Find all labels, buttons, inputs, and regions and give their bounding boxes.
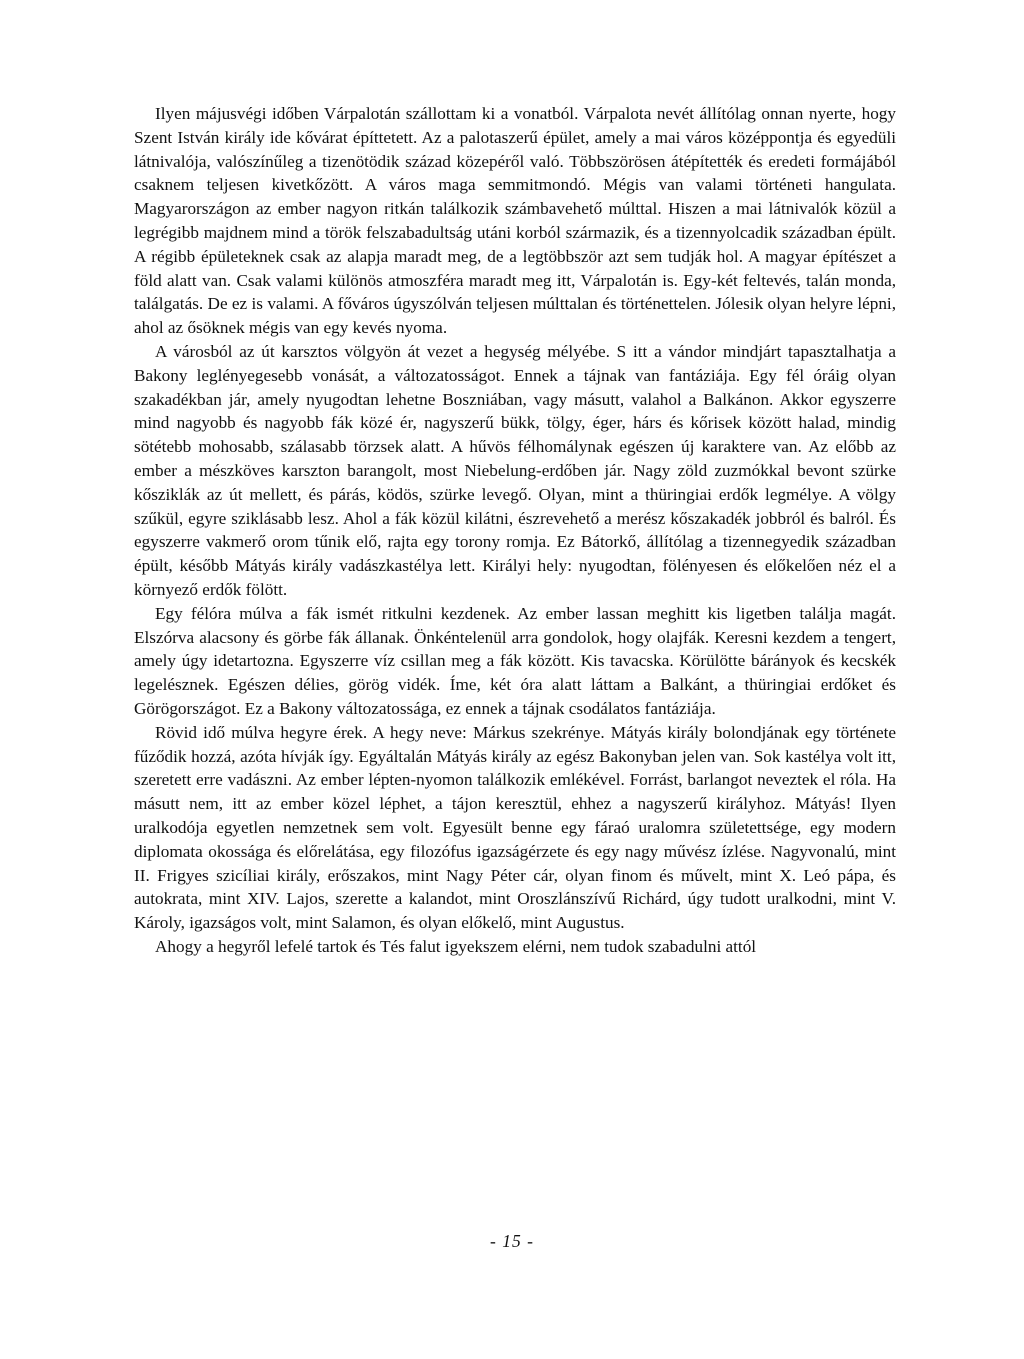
paragraph-3: Egy félóra múlva a fák ismét ritkulni kezdenek. Az ember lassan meghitt kis ligetben találja magát. Elszórva alacsony és görbe fák állanak. Önkéntelenül arra gondolok, hogy olajfák. Keresni kezdem a tengert, amely úgy idetartozna. Egyszerre víz csillan meg a fák között. Kis tavacska. Körülötte bárányok és kecskék legelésznek. Egészen délies, görög vidék. Íme, két óra alatt láttam a Balkánt, a thüringiai erdőket és Görögországot. Ez a Bakony változatossága, ez ennek a tájnak csodálatos fantáziája.: [134, 603, 896, 718]
paragraph-1: Ilyen májusvégi időben Várpalotán szállottam ki a vonatból. Várpalota nevét állítólag onnan nyerte, hogy Szent István király ide kővárat építtetett. Az a palotaszerű épület, amely a mai város középpontja és egyedüli látnivalója, valószínűleg a tizenötödik század közepéről való. Többszörösen átépítették és eredeti formájából csaknem teljesen kivetkőzött. A város maga semmitmondó. Mégis van valami történeti hangulata. Magyarországon az ember nagyon ritkán találkozik számbavehető múlttal. Hiszen a mai látnivalók közül a legrégibb majdnem mind a török felszabadultság utáni korból származik, és a tizennyolcadik században épült. A régibb épületeknek csak az alapja maradt meg, de a legtöbbször azt sem tudják hol. A magyar építészet a föld alatt van. Csak valami különös atmoszféra maradt meg itt, Várpalotán is. Egy-két feltevés, talán monda, találgatás. De ez is valami. A főváros úgyszólván teljesen múlttalan és történettelen. Jólesik olyan helyre lépni, ahol az ősöknek mégis van egy kevés nyoma.: [134, 104, 896, 338]
page-number: - 15 -: [490, 1231, 534, 1251]
paragraph-2: A városból az út karsztos völgyön át vezet a hegység mélyébe. S itt a vándor mindjárt tapasztalhatja a Bakony leglényegesebb vonását, a változatosságot. Ennek a tájnak van fantáziája. Egy fél óráig olyan szakadékban jár, amely nyugodtan lehetne Boszniában, vagy másutt, valahol a Balkánon. Akkor egyszerre mind nagyobb és nagyobb fák közé ér, nagyszerű bükk, tölgy, éger, hárs és kőrisek között halad, mindig sötétebb mohosabb, szálasabb törzsek alatt. A hűvös félhomálynak egészen új karaktere van. Az előbb az ember a mészköves karszton barangolt, most Niebelung-erdőben jár. Nagy zöld zuzmókkal bevont szürke kősziklák az út mellett, és párás, ködös, szürke levegő. Olyan, mint a thüringiai erdők legmélye. A völgy szűkül, egyre sziklásabb lesz. Ahol a fák közül kilátni, észrevehető a merész kőszakadék jobbról és balról. És egyszerre vakmerő orom tűnik elő, rajta egy torony romja. Ez Bátorkő, állítólag a tizennegyedik században épült, később Mátyás király vadászkastélya lett. Királyi hely: nyugodtan, fölényesen és előkelően néz el a környező erdők fölött.: [134, 341, 896, 599]
paragraph-5: Ahogy a hegyről lefelé tartok és Tés falut igyekszem elérni, nem tudok szabadulni attól: [155, 936, 757, 956]
page-body: [134, 102, 896, 959]
paragraph-4: Rövid idő múlva hegyre érek. A hegy neve: Márkus szekrénye. Mátyás király bolondjának egy története fűződik hozzá, azóta hívják így. Egyáltalán Mátyás király az egész Bakonyban jelen van. Sok kastélya volt itt, szeretett erre vadászni. Az ember lépten-nyomon találkozik emlékével. Forrást, barlangot neveztek el róla. Ha másutt nem, itt az ember közel léphet, a tájon keresztül, ehhez a nagyszerű királyhoz. Mátyás! Ilyen uralkodója egyetlen nemzetnek sem volt. Egyesült benne egy fáraó uralomra születettsége, egy modern diplomata okossága és előrelátása, egy filozófus igazságérzete és egy nagy művész ízlése. Nagyvonalú, mint II. Frigyes szicíliai király, erőszakos, mint Nagy Péter cár, olyan finom és művelt, mint X. Leó pápa, és autokrata, mint XIV. Lajos, szerette a kalandot, mint Oroszlánszívű Richárd, úgy tudott uralkodni, mint V. Károly, igazságos volt, mint Salamon, és olyan előkelő, mint Augustus.: [134, 722, 896, 933]
